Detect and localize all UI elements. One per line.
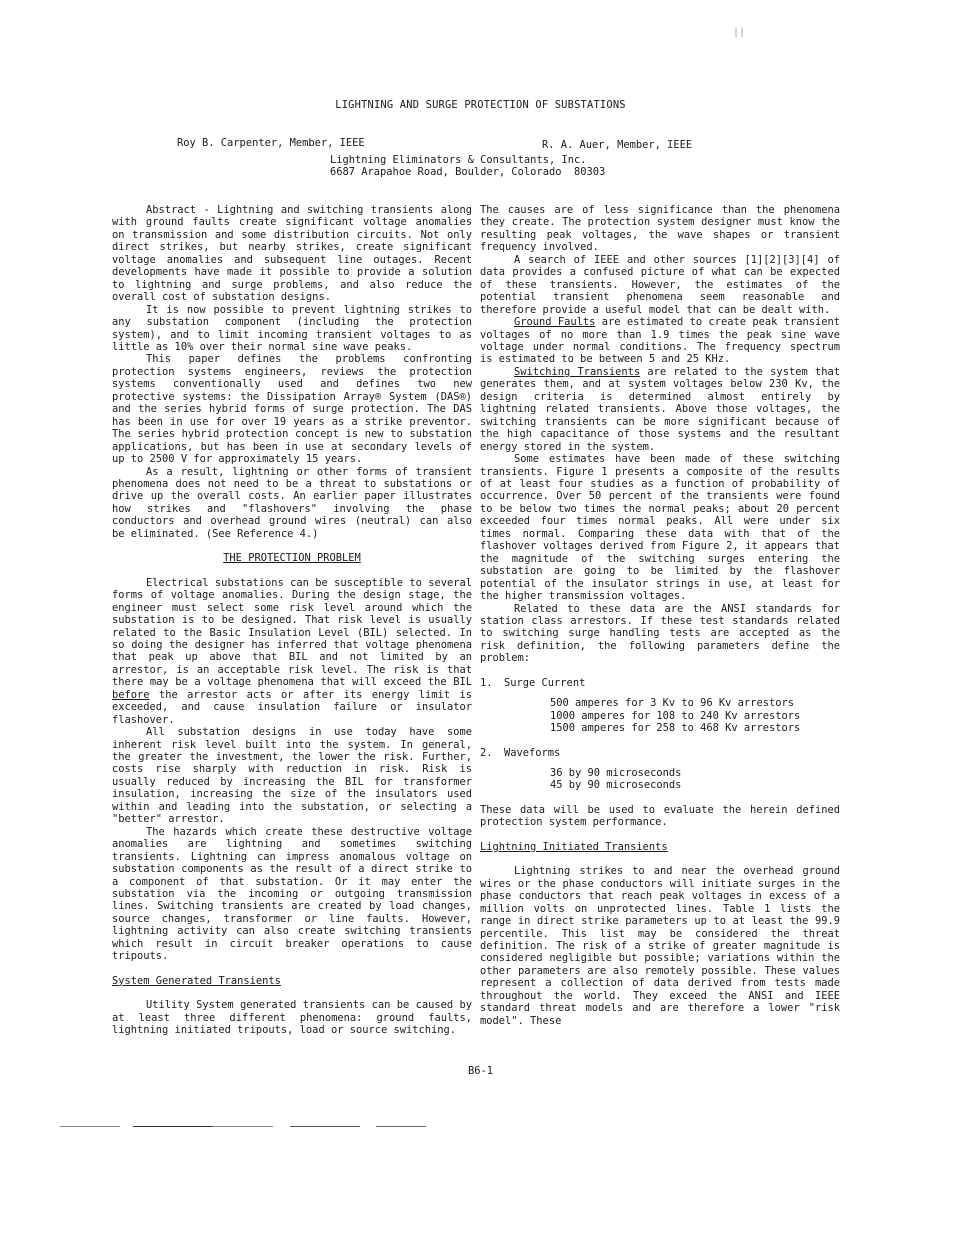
author-left: Roy B. Carpenter, Member, IEEE: [177, 137, 365, 149]
paragraph: Switching Transients are related to the system that generates them, and at system voltages below 230 Kv, the design criteria is determined almost entirely by lightning related transients. Above those voltages, the switching transients can be more significant because of the high capacitance of those systems and the resultant energy stored in the system.: [480, 365, 840, 453]
list-subitem: 36 by 90 microseconds: [550, 767, 682, 780]
paragraph: The hazards which create these destructive voltage anomalies are lightning and sometimes switching transients. Lightning can impress anomalous voltage on substation components as the result of a direct strike to a component of that substation. Or it may enter the substation via the incoming or outgoing transmission lines. Switching transients are created by load changes, source changes, transformer or line faults. However, lightning activity can also create switching transients which result in circuit breaker operations to cause tripouts.: [112, 825, 472, 963]
right-column: [480, 204, 840, 1027]
paragraph: A search of IEEE and other sources [1][2][3][4] of data provides a confused picture of what can be expected of these transients. However, the estimates of the potential transient phenomena seem reasonable and therefore provide a useful model that can be dealt with.: [480, 253, 840, 316]
author-right: R. A. Auer, Member, IEEE: [542, 139, 693, 151]
paper-title: LIGHTNING AND SURGE PROTECTION OF SUBSTATIONS: [335, 99, 626, 111]
paragraph: Utility System generated transients can be caused by at least three different phenomena: ground faults, lightning initiated tripouts, load or source switching.: [112, 999, 472, 1037]
paragraph: Related to these data are the ANSI standards for station class arrestors. If these test standards related to switching surge handling tests are accepted as the risk definition, the following parameters define the problem:: [480, 602, 840, 665]
section-heading-lightning-initiated: Lightning Initiated Transients: [480, 840, 668, 853]
list-subitem: 45 by 90 microseconds: [550, 779, 682, 792]
ground-faults-label: Ground Faults: [514, 316, 596, 329]
list-subitem: 1500 amperes for 258 to 468 Kv arrestors: [550, 722, 801, 735]
paragraph: Electrical substations can be susceptible to several forms of voltage anomalies. During the design stage, the engineer must select some risk level around which the substation is to be designed. That risk level is usually related to the Basic Insulation Level (BIL) selected. In so doing the designer has inferred that voltage phenomena that peak up above that BIL and not limited by an arrestor, is an acceptable risk level. The risk is that there may be a voltage phenomena that will exceed the BIL before the arrestor acts or after its energy limit is exceeded, and cause insulation failure or insulator flashover.: [112, 576, 472, 726]
paragraph: It is now possible to prevent lightning strikes to any substation component (including the protection system), and to limit incoming transient voltages to as little as 10% over their normal sine wave peaks.: [112, 303, 472, 353]
paragraph: Some estimates have been made of these switching transients. Figure 1 presents a composite of the results of at least four studies as a function of probability of occurrence. Over 50 percent of the transients were found to be below two times the normal peaks; about 20 percent exceeded four times normal peaks. All were under six times normal. Comparing these data with that of the flashover voltages derived from Figure 2, it appears that the magnitude of the switching surges entering the substation are going to be limited by the flashover potential of the insulator strings in use, at least for the higher transmission voltages.: [480, 453, 840, 603]
list-subitem: 1000 amperes for 108 to 240 Kv arrestors: [550, 709, 801, 722]
section-heading-system-generated: System Generated Transients: [112, 974, 281, 987]
affiliation: [330, 154, 605, 179]
paragraph: These data will be used to evaluate the herein defined protection system performance.: [480, 803, 840, 829]
paragraph: All substation designs in use today have some inherent risk level built into the system. In general, the greater the investment, the lower the risk. Further, costs rise sharply with reduction in risk. Risk is usually reduced by increasing the BIL for transformer insulation, increasing the size of the insulators used within and leading into the substation, or selecting a "better" arrestor.: [112, 726, 472, 826]
scan-artifact: [133, 1126, 213, 1127]
list-subitem: 500 amperes for 3 Kv to 96 Kv arrestors: [550, 697, 794, 710]
scan-artifact: [60, 1126, 120, 1127]
abstract: Abstract - Lightning and switching transients along with ground faults create significant voltage anomalies on transmission and some distribution circuits. Not only direct strikes, but nearby strikes, create significant voltage anomalies and subsequent line outages. Recent developments have made it possible to provide a solution to lightning and surge problems, and also reduce the overall cost of substation designs.: [112, 204, 472, 304]
paragraph: Lightning strikes to and near the overhead ground wires or the phase conductors will initiate surges in the phase conductors that reach peak voltages in excess of a million volts on unprotected lines. Table 1 lists the range in direct strike parameters up to at least the 99.9 percentile. This list may be considered the threat definition. The risk of a strike of greater magnitude is considered negligible but possible; variations within the other parameters are also remotely possible. These values represent a collection of data derived from tests made throughout the world. They exceed the ANSI and IEEE standard threat models and are therefore a lower "risk model". These: [480, 865, 840, 1027]
paragraph: Ground Faults are estimated to create peak transient voltages of no more than 1.9 times the peak sine wave voltage under normal conditions. The frequency spectrum is estimated to be between 5 and 25 KHz.: [480, 316, 840, 366]
scan-mark: ||: [733, 27, 746, 38]
scan-artifact: [213, 1126, 273, 1127]
paragraph: As a result, lightning or other forms of transient phenomena does not need to be a threat to substations or drive up the overall costs. An earlier paper illustrates how strikes and "flashovers" involving the phase conductors and overhead ground wires (neutral) can also be eliminated. (See Reference 4.): [112, 465, 472, 540]
scan-artifact: [290, 1126, 360, 1127]
list-item: 2. Waveforms: [480, 746, 561, 759]
list-item: 1. Surge Current: [480, 676, 586, 689]
scan-artifact: [376, 1126, 426, 1127]
page-number: B6-1: [467, 1065, 494, 1077]
paragraph: This paper defines the problems confronting protection systems engineers, reviews the protection systems conventionally used and defines two new protective systems: the Dissipation Array® System (DAS®) and the series hybrid forms of surge protection. The DAS has been in use for over 19 years as a strike preventor. The series hybrid protection concept is new to substation applications, but has been in use at secondary levels of up to 2500 V for approximately 15 years.: [112, 353, 472, 466]
switching-transients-label: Switching Transients: [514, 365, 641, 378]
affiliation-org: Lightning Eliminators & Consultants, Inc.: [330, 154, 587, 166]
section-heading-protection-problem: THE PROTECTION PROBLEM: [223, 552, 361, 565]
left-column: [112, 204, 472, 1037]
affiliation-address: 6687 Arapahoe Road, Boulder, Colorado 80303: [330, 166, 606, 179]
paragraph: The causes are of less significance than the phenomena they create. The protection system designer must know the resulting peak voltages, the wave shapes or transient frequency involved.: [480, 204, 840, 254]
